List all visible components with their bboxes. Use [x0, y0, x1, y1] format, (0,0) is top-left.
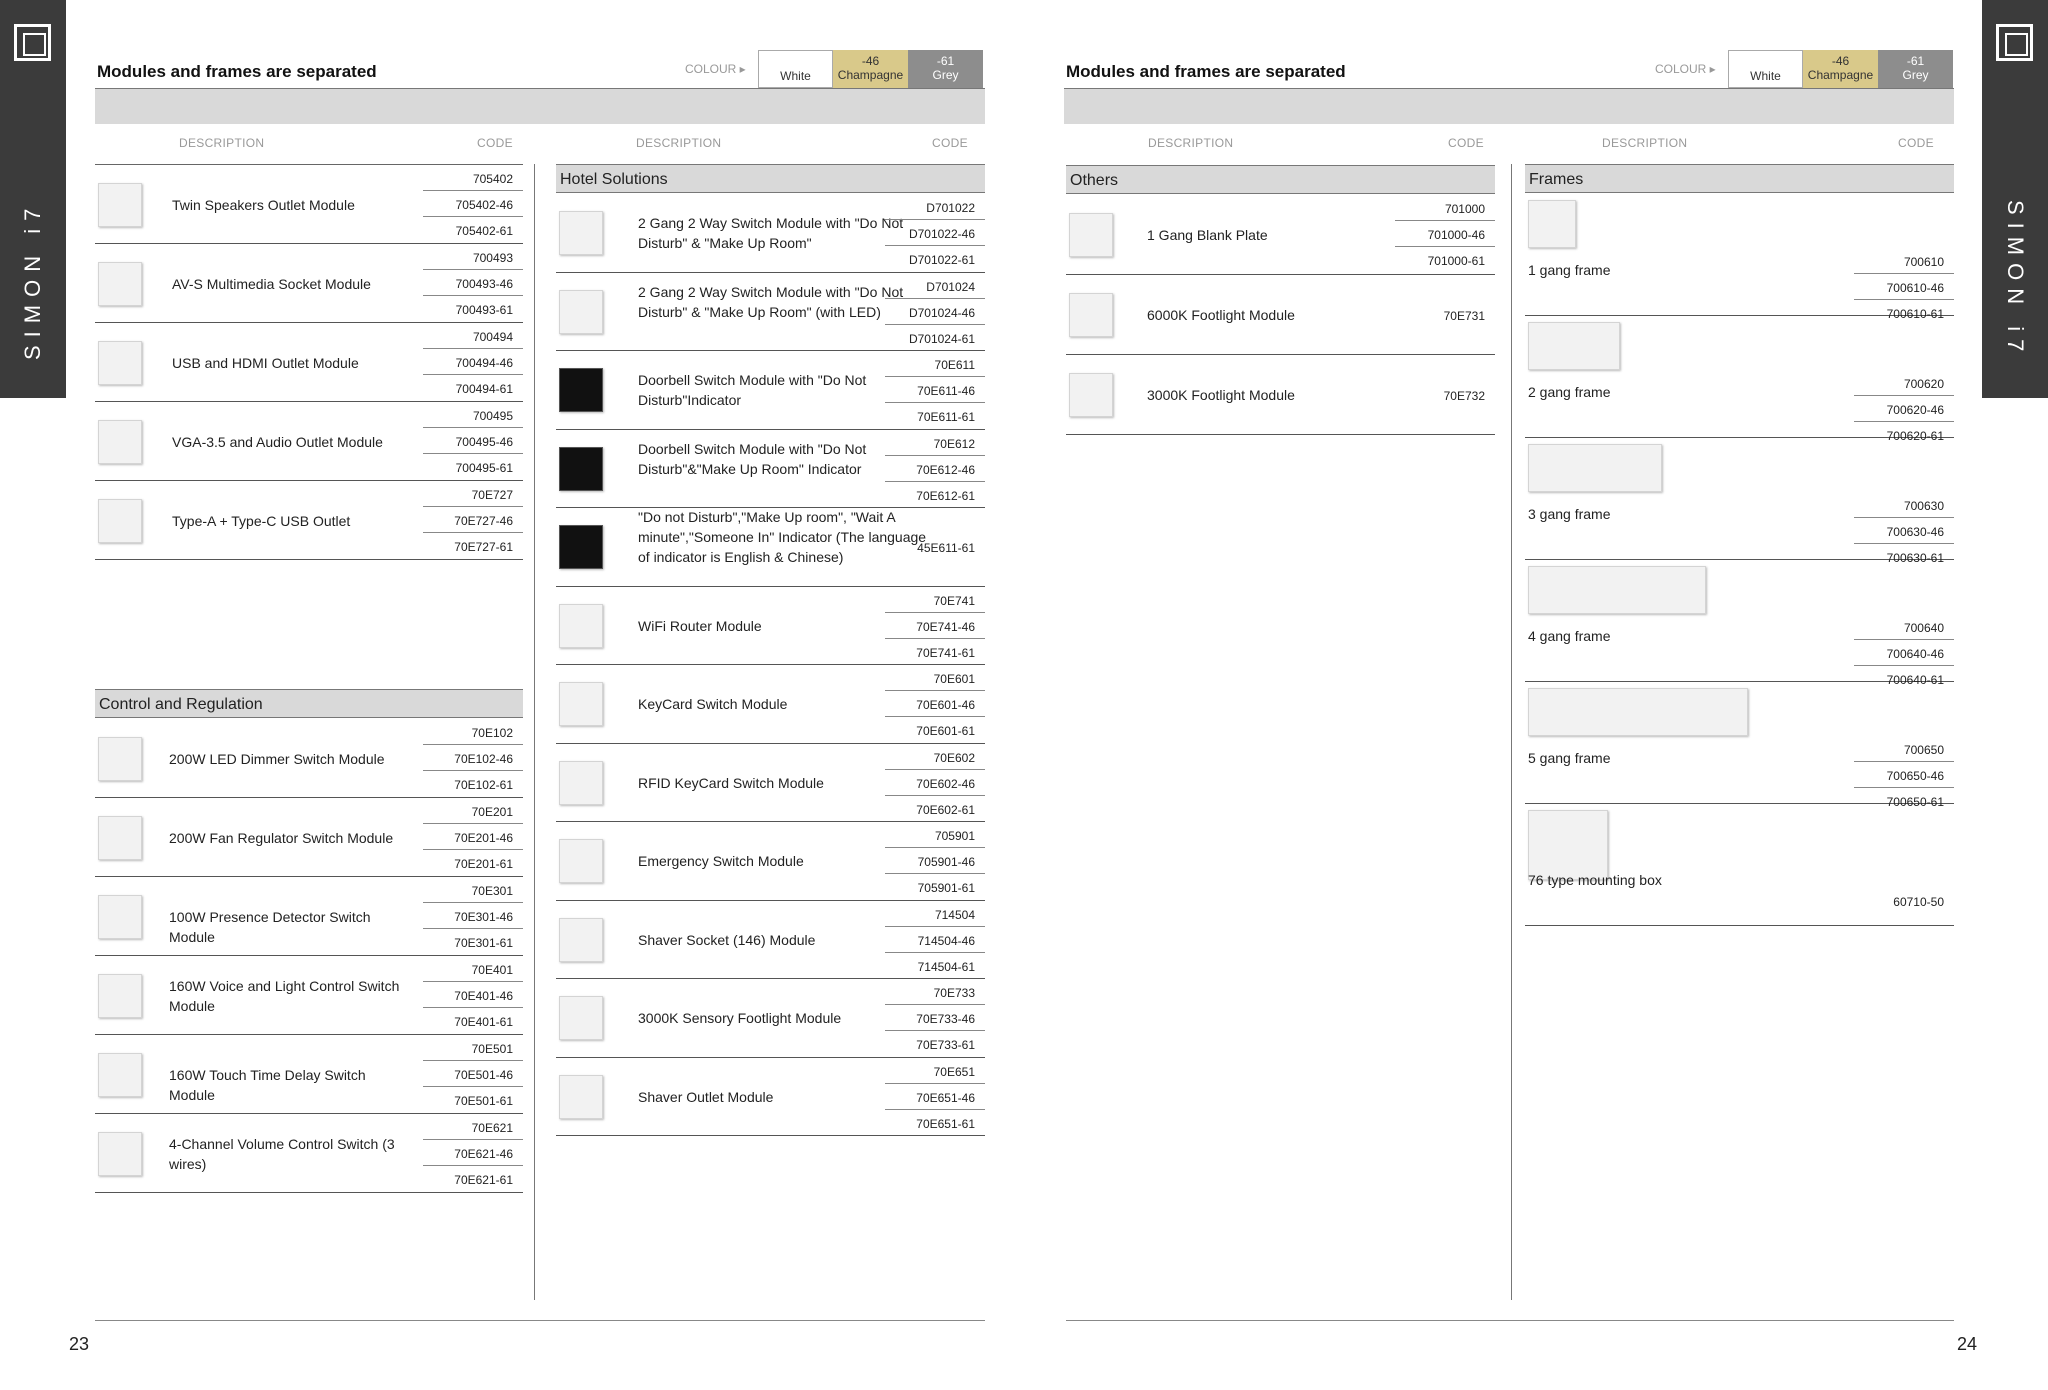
swatch-code: -61	[1906, 54, 1925, 68]
product-code: 70E611	[885, 351, 985, 377]
product-row	[95, 719, 523, 798]
swatch-code: -46	[1831, 54, 1850, 68]
product-code: 60710-50	[1893, 895, 1944, 909]
product-thumbnail	[559, 761, 603, 805]
col-code: CODE	[477, 136, 513, 150]
product-code: 70E601-61	[916, 724, 975, 738]
product-code: 70E301-61	[454, 936, 513, 950]
product-description: 3000K Footlight Module	[1147, 387, 1295, 403]
product-code: 700610-46	[1854, 274, 1954, 300]
product-description: 4-Channel Volume Control Switch (3 wires)	[169, 1135, 395, 1172]
simon-logo-icon	[14, 24, 51, 61]
product-thumbnail	[1069, 213, 1113, 257]
page-title: Modules and frames are separated	[1066, 62, 1346, 81]
swatch-label: Grey	[932, 68, 959, 82]
product-thumbnail	[1528, 200, 1576, 248]
product-code: 70E741-61	[916, 645, 975, 660]
product-code: 700630	[1854, 492, 1954, 518]
footer-rule	[1066, 1320, 1954, 1321]
swatch-label: Grey	[1902, 68, 1929, 82]
product-codes	[1395, 302, 1495, 328]
product-code: 700650-61	[1886, 795, 1944, 809]
product-codes	[423, 719, 523, 797]
product-row	[1525, 316, 1954, 443]
product-row	[95, 1114, 523, 1193]
page-number-right: 24	[1957, 1334, 1978, 1354]
product-description: 3000K Sensory Footlight Module	[638, 1010, 842, 1027]
product-codes	[885, 430, 985, 508]
header-band	[1064, 88, 1954, 124]
product-row	[95, 165, 523, 244]
product-code: 700650	[1854, 736, 1954, 762]
product-code: 700630-46	[1854, 518, 1954, 544]
header-band	[95, 88, 985, 124]
product-description: 2 Gang 2 Way Switch Module with "Do Not Disturb" & "Make Up Room"	[638, 215, 904, 252]
product-code: D701024-61	[908, 331, 975, 346]
product-code: 701000-61	[1427, 254, 1485, 268]
swatch-grey	[908, 50, 983, 88]
product-thumbnail	[559, 996, 603, 1040]
product-thumbnail	[98, 1132, 142, 1176]
product-thumbnail	[559, 839, 603, 883]
product-code: 714504-61	[917, 959, 975, 974]
product-row	[1525, 804, 1954, 926]
product-codes	[423, 402, 523, 480]
product-code: 714504-46	[885, 927, 985, 953]
product-code: 70E611-46	[885, 377, 985, 403]
product-thumbnail	[559, 447, 603, 491]
product-codes	[885, 822, 985, 900]
swatch-label: Champagne	[1807, 68, 1874, 82]
product-code: 70E741	[885, 587, 985, 613]
section-title-control: Control and Regulation	[95, 689, 523, 718]
product-code: 700610-61	[1886, 307, 1944, 321]
product-code: 705402-61	[455, 224, 513, 238]
colour-label: COLOUR ▸	[685, 62, 746, 76]
product-description: "Do not Disturb","Make Up room", "Wait A minute","Someone In" Indicator (The language of indicator is English & Chinese)	[638, 509, 927, 566]
product-code: 70E102	[423, 719, 523, 745]
product-thumbnail	[98, 262, 142, 306]
product-codes	[423, 1114, 523, 1192]
product-code: 70E621-61	[454, 1173, 513, 1187]
product-description: 100W Presence Detector Switch Module	[169, 908, 371, 945]
product-thumbnail	[559, 368, 603, 412]
product-description: 200W Fan Regulator Switch Module	[169, 829, 394, 846]
product-code: 70E602	[885, 744, 985, 770]
product-code: D701024-46	[885, 299, 985, 325]
product-code: 70E501-46	[423, 1061, 523, 1087]
product-code: 700493	[423, 244, 523, 270]
product-codes	[885, 1058, 985, 1136]
swatch-white	[1728, 50, 1803, 88]
product-code: 70E201	[423, 798, 523, 824]
product-description: Shaver Socket (146) Module	[638, 931, 816, 948]
product-thumbnail	[98, 895, 142, 939]
swatch-champagne	[1803, 50, 1878, 88]
col-description: DESCRIPTION	[179, 136, 265, 150]
product-codes	[1854, 370, 1954, 448]
page-header-left	[97, 50, 985, 90]
product-code: 700640-61	[1886, 673, 1944, 687]
product-thumbnail	[98, 420, 142, 464]
product-code: 70E612-61	[916, 488, 975, 503]
brand-label: SIMON i7	[20, 200, 45, 360]
product-code: 70E651	[885, 1058, 985, 1084]
product-code: 700494	[423, 323, 523, 349]
product-code: 70E601-46	[885, 691, 985, 717]
product-thumbnail	[559, 525, 603, 569]
product-row	[95, 1035, 523, 1114]
product-code: 700495	[423, 402, 523, 428]
product-thumbnail	[559, 211, 603, 255]
product-code: 70E621	[423, 1114, 523, 1140]
product-code: 70E741-46	[885, 613, 985, 639]
column-divider	[534, 164, 535, 1300]
simon-logo-icon	[1996, 24, 2033, 61]
product-code: D701022-46	[885, 220, 985, 246]
product-code: 700493-46	[423, 270, 523, 296]
product-codes	[423, 1035, 523, 1113]
swatch-code: -61	[936, 54, 955, 68]
product-row	[556, 587, 985, 666]
product-code: 705901-61	[917, 881, 975, 895]
product-codes	[1854, 888, 1954, 914]
product-codes	[1854, 614, 1954, 692]
swatch-grey	[1878, 50, 1953, 88]
product-codes	[885, 665, 985, 743]
product-row	[556, 508, 985, 587]
product-thumbnail	[98, 499, 142, 543]
brand-label: SIMON i7	[2003, 200, 2028, 360]
product-codes	[885, 744, 985, 822]
colour-label: COLOUR ▸	[1655, 62, 1716, 76]
product-row	[95, 244, 523, 323]
col-code: CODE	[1448, 136, 1484, 150]
product-code: 70E611-61	[917, 410, 975, 424]
product-code: 700610	[1854, 248, 1954, 274]
product-codes	[423, 798, 523, 876]
product-codes	[423, 165, 523, 243]
product-thumbnail	[1528, 444, 1662, 492]
product-codes	[1854, 492, 1954, 570]
product-row	[556, 822, 985, 901]
product-codes	[1854, 248, 1954, 326]
product-row	[95, 402, 523, 481]
product-description: 1 Gang Blank Plate	[1147, 227, 1268, 243]
product-description: 3 gang frame	[1528, 506, 1611, 522]
product-description: Doorbell Switch Module with "Do Not Disturb"&"Make Up Room" Indicator	[638, 440, 867, 477]
product-description: 5 gang frame	[1528, 750, 1611, 766]
product-description: 160W Voice and Light Control Switch Module	[169, 977, 400, 1014]
section-title-others: Others	[1066, 165, 1495, 194]
product-codes	[423, 481, 523, 559]
product-codes	[885, 273, 985, 351]
product-thumbnail	[98, 737, 142, 781]
swatch-white	[758, 50, 833, 88]
swatch-label: White	[1750, 69, 1781, 83]
product-description: AV-S Multimedia Socket Module	[172, 275, 371, 292]
product-codes	[423, 244, 523, 322]
product-row	[556, 744, 985, 823]
brand-tab-right	[1982, 0, 2048, 398]
product-description: VGA-3.5 and Audio Outlet Module	[172, 433, 383, 450]
product-code: D701024	[885, 273, 985, 299]
col-code: CODE	[1898, 136, 1934, 150]
product-code: 70E651-46	[885, 1084, 985, 1110]
product-row	[556, 430, 985, 509]
product-description: 4 gang frame	[1528, 628, 1611, 644]
product-row	[1066, 275, 1495, 355]
product-code: 700493-61	[455, 303, 513, 317]
product-row	[556, 273, 985, 352]
column-divider	[1511, 164, 1512, 1300]
product-code: 70E651-61	[916, 1116, 975, 1131]
product-code: 70E612-46	[885, 456, 985, 482]
product-code: 705901	[885, 822, 985, 848]
product-code: 700494-61	[455, 382, 513, 396]
product-codes	[885, 901, 985, 979]
product-thumbnail	[559, 918, 603, 962]
page-title: Modules and frames are separated	[97, 62, 377, 81]
product-thumbnail	[559, 1075, 603, 1119]
product-code: 70E727-61	[454, 540, 513, 554]
product-row	[95, 481, 523, 560]
product-code: 700620-46	[1854, 396, 1954, 422]
col-description: DESCRIPTION	[1148, 136, 1234, 150]
product-code: 70E401-61	[454, 1015, 513, 1029]
product-thumbnail	[1069, 293, 1113, 337]
product-code: 70E621-46	[423, 1140, 523, 1166]
product-row	[556, 979, 985, 1058]
product-code: 70E602-46	[885, 770, 985, 796]
product-code: 705901-46	[885, 848, 985, 874]
product-thumbnail	[1528, 566, 1706, 614]
product-code: 70E732	[1443, 389, 1485, 403]
section-title-hotel: Hotel Solutions	[556, 164, 985, 193]
product-thumbnail	[559, 604, 603, 648]
product-thumbnail	[559, 290, 603, 334]
product-row	[1066, 195, 1495, 275]
product-code: 70E301	[423, 877, 523, 903]
product-code: 705402-46	[423, 191, 523, 217]
product-code: 70E201-46	[423, 824, 523, 850]
product-code: 70E102-61	[454, 778, 513, 792]
product-code: 700495-46	[423, 428, 523, 454]
product-code: 70E602-61	[916, 802, 975, 817]
product-row	[1525, 560, 1954, 687]
product-row	[95, 798, 523, 877]
product-description: 2 Gang 2 Way Switch Module with "Do Not Disturb" & "Make Up Room" (with LED)	[638, 283, 904, 320]
page-number-left: 23	[69, 1334, 90, 1354]
product-code: 70E401	[423, 956, 523, 982]
product-code: 70E612	[885, 430, 985, 456]
col-code: CODE	[932, 136, 968, 150]
product-codes	[423, 877, 523, 955]
product-code: 705402	[423, 165, 523, 191]
product-row	[1066, 355, 1495, 435]
product-code: 70E102-46	[423, 745, 523, 771]
product-description: Type-A + Type-C USB Outlet	[172, 512, 351, 529]
product-thumbnail	[559, 682, 603, 726]
product-code: 700620-61	[1886, 429, 1944, 443]
product-row	[556, 351, 985, 430]
product-code: 70E601	[885, 665, 985, 691]
product-description: 160W Touch Time Delay Switch Module	[169, 1066, 366, 1103]
product-thumbnail	[98, 816, 142, 860]
product-description: USB and HDMI Outlet Module	[172, 354, 359, 371]
page-header-right	[1066, 50, 1954, 90]
product-thumbnail	[1069, 373, 1113, 417]
product-code: 70E727-46	[423, 507, 523, 533]
product-codes	[885, 351, 985, 429]
product-code: 45E611-61	[917, 541, 975, 556]
product-code: 714504	[885, 901, 985, 927]
swatch-label: White	[780, 69, 811, 83]
product-code: 700494-46	[423, 349, 523, 375]
product-thumbnail	[98, 1053, 142, 1097]
product-codes	[423, 956, 523, 1034]
footer-rule	[95, 1320, 985, 1321]
product-code: 70E733-61	[916, 1038, 975, 1052]
product-description: 76 type mounting box	[1528, 872, 1662, 888]
product-code: 70E201-61	[454, 857, 513, 871]
product-thumbnail	[1528, 688, 1748, 736]
product-code: 701000	[1395, 195, 1495, 221]
product-description: 2 gang frame	[1528, 384, 1611, 400]
product-codes	[1395, 195, 1495, 273]
product-code: 700495-61	[455, 461, 513, 475]
swatch-champagne	[833, 50, 908, 88]
product-description: 200W LED Dimmer Switch Module	[169, 750, 385, 767]
brand-tab-left	[0, 0, 66, 398]
product-code: 70E733	[885, 979, 985, 1005]
product-codes	[885, 534, 985, 560]
product-row	[1525, 682, 1954, 809]
product-code: 700640	[1854, 614, 1954, 640]
product-code: 70E733-46	[885, 1005, 985, 1031]
product-codes	[1395, 382, 1495, 408]
product-description: 6000K Footlight Module	[1147, 307, 1295, 323]
product-row	[95, 956, 523, 1035]
product-row	[556, 1058, 985, 1137]
product-thumbnail	[98, 183, 142, 227]
product-code: 70E731	[1443, 309, 1485, 323]
product-code: 700630-61	[1886, 551, 1944, 565]
product-description: Shaver Outlet Module	[638, 1088, 774, 1105]
product-thumbnail	[1528, 322, 1620, 370]
product-description: 1 gang frame	[1528, 262, 1611, 278]
product-row	[1525, 438, 1954, 565]
product-thumbnail	[98, 341, 142, 385]
product-row	[1525, 194, 1954, 321]
product-codes	[885, 194, 985, 272]
product-code: 70E501	[423, 1035, 523, 1061]
product-description: WiFi Router Module	[638, 617, 762, 634]
product-description: Emergency Switch Module	[638, 853, 804, 870]
product-codes	[1854, 736, 1954, 814]
product-code: 70E401-46	[423, 982, 523, 1008]
product-codes	[423, 323, 523, 401]
product-code: 701000-46	[1395, 221, 1495, 247]
product-code: 70E301-46	[423, 903, 523, 929]
product-code: 70E501-61	[454, 1094, 513, 1108]
product-description: RFID KeyCard Switch Module	[638, 774, 824, 791]
product-description: Doorbell Switch Module with "Do Not Disturb"Indicator	[638, 372, 867, 409]
product-code: D701022	[885, 194, 985, 220]
product-code: 70E727	[423, 481, 523, 507]
product-code: 700620	[1854, 370, 1954, 396]
product-description: KeyCard Switch Module	[638, 696, 788, 713]
swatch-label: Champagne	[837, 68, 904, 82]
product-codes	[885, 979, 985, 1057]
col-description: DESCRIPTION	[636, 136, 722, 150]
product-row	[95, 877, 523, 956]
product-code: 700640-46	[1854, 640, 1954, 666]
product-row	[556, 665, 985, 744]
product-codes	[885, 587, 985, 665]
col-description: DESCRIPTION	[1602, 136, 1688, 150]
product-row	[95, 323, 523, 402]
product-row	[556, 901, 985, 980]
product-row	[556, 194, 985, 273]
product-description: Twin Speakers Outlet Module	[172, 196, 355, 213]
product-code: D701022-61	[908, 253, 975, 267]
section-title-frames: Frames	[1525, 164, 1954, 193]
product-code: 700650-46	[1854, 762, 1954, 788]
swatch-code: -46	[861, 54, 880, 68]
product-thumbnail	[98, 974, 142, 1018]
